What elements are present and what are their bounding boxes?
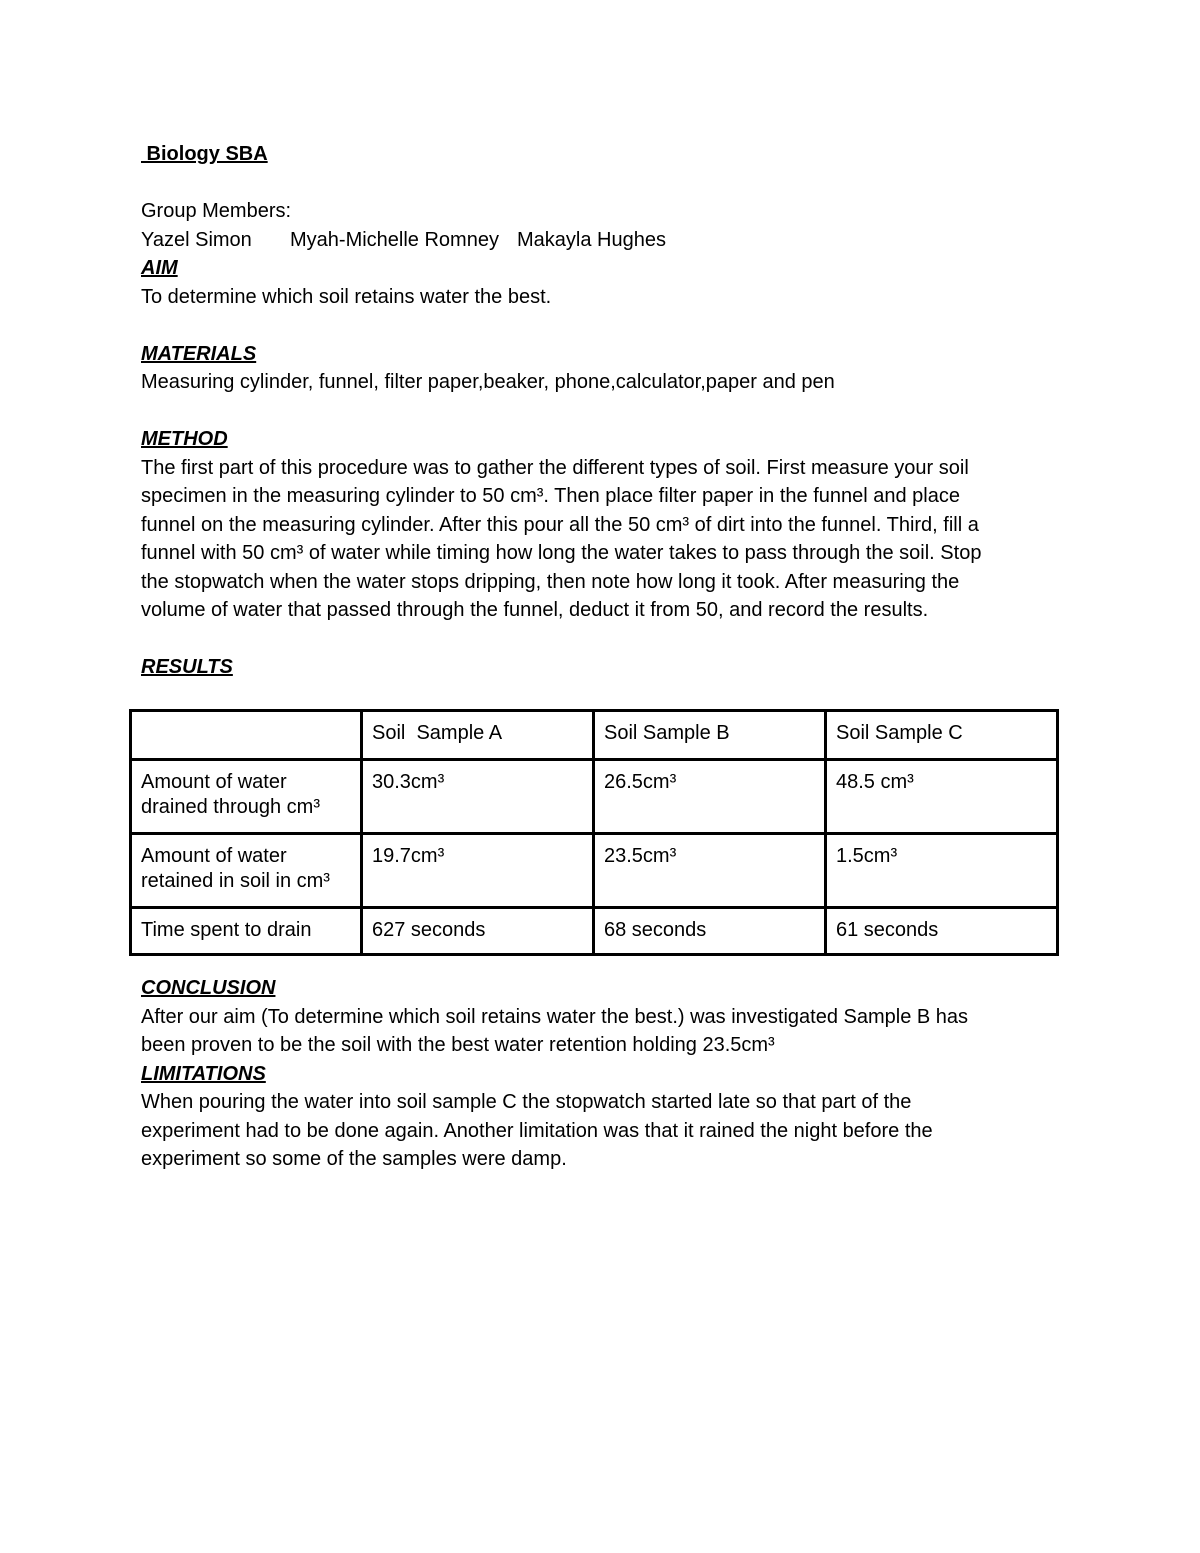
table-cell: 68 seconds (594, 908, 826, 955)
conclusion-line: After our aim (To determine which soil retains water the best.) was investigated Sample B has (141, 1005, 969, 1028)
row-label-line: Amount of water (141, 771, 287, 793)
row-label-cell (131, 760, 362, 834)
method-line: The first part of this procedure was to gather the different types of soil. First measure your soil (141, 456, 969, 479)
limitations-heading: LIMITATIONS (141, 1062, 266, 1085)
row-label-line: Time spent to drain (141, 919, 312, 941)
table-cell: 627 seconds (362, 908, 594, 955)
table-header-cell: Soil Sample A (362, 711, 594, 760)
method-paragraph (141, 454, 1061, 625)
document-body-lower (141, 974, 1061, 1174)
member-name: Yazel Simon (141, 228, 252, 251)
method-line: funnel with 50 cm³ of water while timing how long the water takes to pass through the soil. Stop (141, 542, 982, 564)
limitations-line: experiment so some of the samples were damp. (141, 1148, 567, 1170)
table-cell: 26.5cm³ (594, 760, 826, 834)
row-label-line: drained through cm³ (141, 796, 320, 818)
limitations-line: experiment had to be done again. Another limitation was that it rained the night before the (141, 1119, 933, 1142)
group-members-label: Group Members: (141, 200, 292, 222)
materials-text: Measuring cylinder, funnel, filter paper,beaker, phone,calculator,paper and pen (141, 371, 835, 393)
conclusion-paragraph (141, 1003, 1061, 1060)
member-name: Myah-Michelle Romney (290, 228, 499, 251)
table-header-cell: Soil Sample B (594, 711, 826, 760)
group-members-list (141, 226, 1061, 255)
page-title: Biology SBA (141, 143, 268, 165)
method-line: the stopwatch when the water stops dripping, then note how long it took. After measuring the (141, 570, 960, 593)
aim-text: To determine which soil retains water the best. (141, 285, 552, 308)
row-label-cell (131, 908, 362, 955)
row-label-cell (131, 834, 362, 908)
method-line: funnel on the measuring cylinder. After this pour all the 50 cm³ of dirt into the funnel. Third, fill a (141, 513, 979, 536)
limitations-line: When pouring the water into soil sample C the stopwatch started late so that part of the (141, 1091, 912, 1113)
table-row (131, 834, 1058, 908)
table-cell: 19.7cm³ (362, 834, 594, 908)
table-cell: 48.5 cm³ (826, 760, 1058, 834)
method-line: specimen in the measuring cylinder to 50 cm³. Then place filter paper in the funnel and place (141, 485, 960, 507)
table-cell: 1.5cm³ (826, 834, 1058, 908)
conclusion-line: been proven to be the soil with the best water retention holding 23.5cm³ (141, 1034, 775, 1056)
materials-heading: MATERIALS (141, 342, 257, 365)
method-line: volume of water that passed through the funnel, deduct it from 50, and record the results. (141, 599, 929, 621)
table-header-row (131, 711, 1058, 760)
row-label-line: retained in soil in cm³ (141, 870, 330, 892)
method-heading: METHOD (141, 428, 228, 450)
results-table (129, 709, 1059, 956)
row-label-line: Amount of water (141, 845, 287, 867)
member-name: Makayla Hughes (517, 228, 666, 251)
table-cell: 61 seconds (826, 908, 1058, 955)
conclusion-heading: CONCLUSION (141, 977, 276, 999)
table-cell: 23.5cm³ (594, 834, 826, 908)
aim-heading: AIM (141, 257, 178, 279)
table-header-cell: Soil Sample C (826, 711, 1058, 760)
table-row (131, 908, 1058, 955)
table-cell: 30.3cm³ (362, 760, 594, 834)
table-row (131, 760, 1058, 834)
table-header-cell (131, 711, 362, 760)
results-heading: RESULTS (141, 656, 233, 678)
limitations-paragraph (141, 1088, 1061, 1174)
document-body (141, 140, 1061, 682)
